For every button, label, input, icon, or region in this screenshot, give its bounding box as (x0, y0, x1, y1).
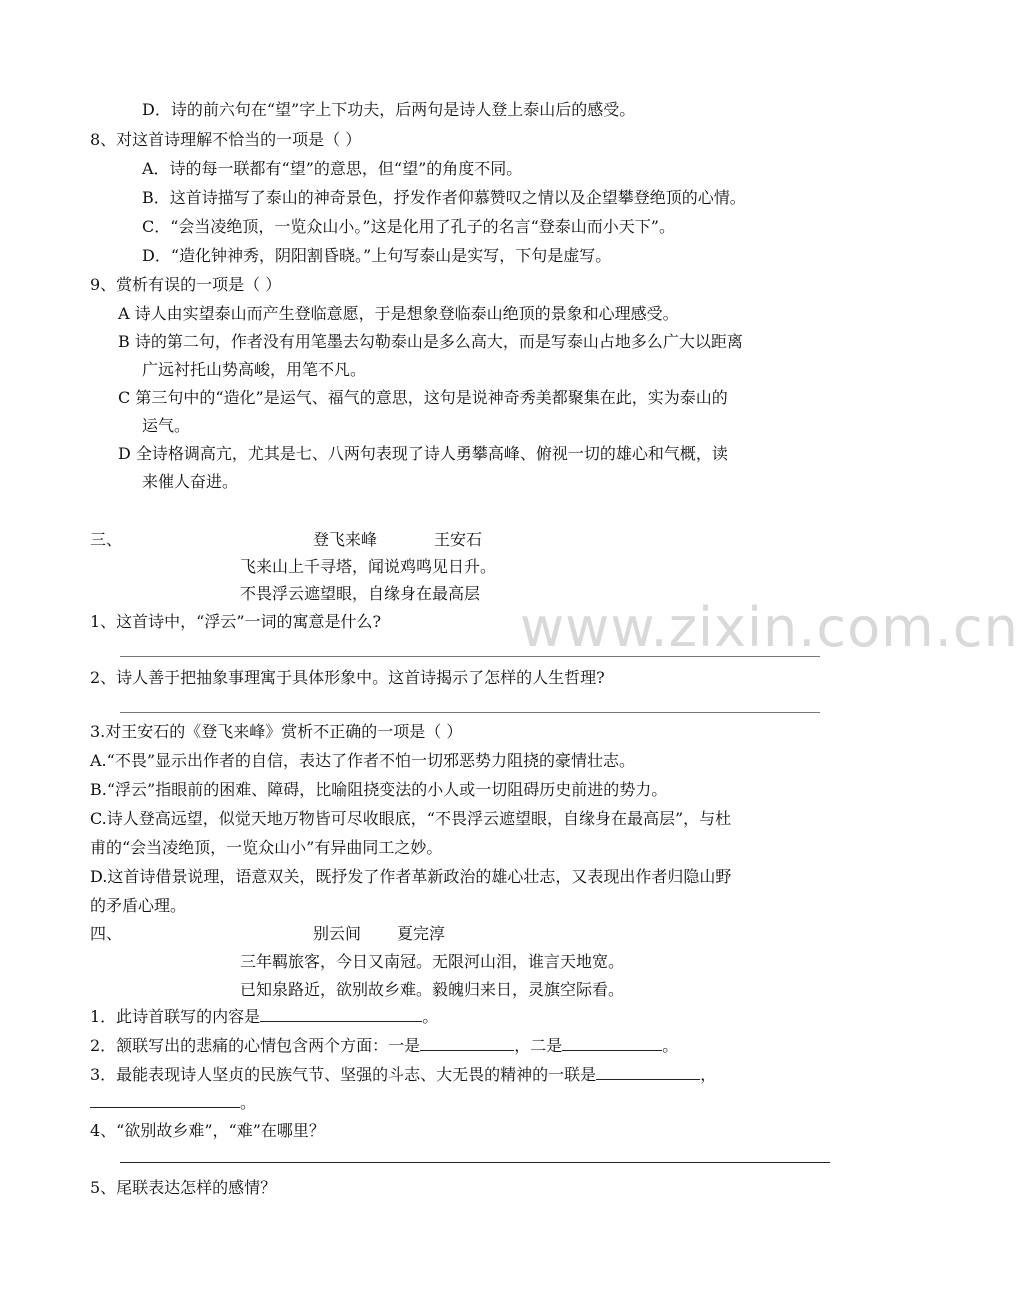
section4-title: 别云间 (313, 924, 362, 943)
q9-option-d-line1: D 全诗格调高亢，尤其是七、八两句表现了诗人勇攀高峰、俯视一切的雄心和气概，读 (118, 444, 728, 463)
section4-q1-end: 。 (422, 1007, 439, 1026)
section4-q3-text: 3．最能表现诗人坚贞的民族气节、坚强的斗志、大无畏的精神的一联是 (90, 1065, 597, 1084)
section3-q3-option-d-line2: 的矛盾心理。 (90, 896, 187, 915)
section4-q3 (90, 1065, 716, 1085)
section4-q2-end: 。 (662, 1036, 679, 1055)
q8-option-a: A．诗的每一联都有“望”的意思，但“望”的角度不同。 (142, 159, 523, 178)
fill-blank[interactable] (420, 1036, 514, 1051)
section4-author: 夏完淳 (397, 924, 446, 943)
q8-stem: 8、对这首诗理解不恰当的一项是（ ） (90, 130, 362, 149)
q9-option-c-line1: C 第三句中的“造化”是运气、福气的意思，这句是说神奇秀美都聚集在此，实为泰山的 (118, 388, 728, 407)
fill-blank[interactable] (562, 1036, 662, 1051)
section4-number: 四、 (90, 924, 123, 943)
q9-option-d-line2: 来催人奋进。 (142, 472, 239, 491)
section4-q3-cont (90, 1093, 256, 1113)
fill-blank[interactable] (596, 1065, 700, 1080)
section3-poem-line2: 不畏浮云遮望眼，自缘身在最高层 (240, 584, 481, 603)
section4-q1 (90, 1007, 438, 1027)
section3-q3-stem: 3.对王安石的《登飞来峰》赏析不正确的一项是（ ） (90, 722, 463, 741)
section4-q4: 4、“欲别故乡难”，“难”在哪里？ (90, 1121, 325, 1140)
q9-stem: 9、赏析有误的一项是（ ） (90, 275, 282, 294)
section3-author: 王安石 (434, 530, 483, 549)
section4-q2 (90, 1036, 678, 1056)
section4-q5: 5、尾联表达怎样的感情？ (90, 1178, 277, 1197)
section3-number: 三、 (90, 530, 123, 549)
q9-option-b-line1: B 诗的第二句，作者没有用笔墨去勾勒泰山是多么高大，而是写泰山占地多么广大以距离 (118, 332, 743, 351)
watermark: www.zixin.com.cn (520, 596, 1019, 659)
section4-q1-text: 1．此诗首联写的内容是 (90, 1007, 261, 1026)
section3-q3-option-c-line1: C.诗人登高远望，似觉天地万物皆可尽收眼底，“不畏浮云遮望眼，自缘身在最高层”，与杜 (90, 809, 732, 828)
section4-q2-text: 2．颔联写出的悲痛的心情包含两个方面：一是 (90, 1036, 421, 1055)
q9-option-a: A 诗人由实望泰山而产生登临意愿，于是想象登临泰山绝顶的景象和心理感受。 (118, 304, 679, 323)
section3-title: 登飞来峰 (313, 530, 378, 549)
section3-q3-option-b: B.“浮云”指眼前的困难、障碍，比喻阻挠变法的小人或一切阻碍历史前进的势力。 (90, 780, 668, 799)
q9-option-c-line2: 运气。 (142, 416, 191, 435)
section3-q3-option-a: A.“不畏”显示出作者的自信，表达了作者不怕一切邪恶势力阻挠的豪情壮志。 (90, 751, 636, 770)
section4-poem-line2: 已知泉路近，欲别故乡难。毅魄归来日，灵旗空际看。 (240, 980, 625, 999)
q8-option-b: B．这首诗描写了泰山的神奇景色，抒发作者仰慕赞叹之情以及企望攀登绝顶的心情。 (142, 188, 746, 207)
q7-option-d: D．诗的前六句在“望”字上下功夫，后两句是诗人登上泰山后的感受。 (142, 100, 636, 119)
section3-poem-line1: 飞来山上千寻塔，闻说鸡鸣见日升。 (240, 557, 497, 576)
section4-q3-mid: ， (700, 1065, 717, 1084)
section3-q3-option-d-line1: D.这首诗借景说理，语意双关，既抒发了作者革新政治的雄心壮志，又表现出作者归隐山野 (90, 867, 732, 886)
section3-q1: 1、这首诗中，“浮云”一词的寓意是什么? (90, 612, 382, 631)
section4-poem-line1: 三年羁旅客，今日又南冠。无限河山泪，谁言天地宽。 (240, 952, 625, 971)
q8-option-c: C．“会当凌绝顶，一览众山小。”这是化用了孔子的名言“登泰山而小天下”。 (142, 217, 675, 236)
q8-option-d: D．“造化钟神秀，阴阳割昏晓。”上句写泰山是实写，下句是虚写。 (142, 246, 612, 265)
answer-line (120, 1162, 830, 1163)
section4-q3-end: 。 (240, 1093, 257, 1112)
fill-blank[interactable] (90, 1093, 240, 1108)
section4-q2-mid: ，二是 (514, 1036, 563, 1055)
fill-blank[interactable] (260, 1007, 422, 1022)
section3-q3-option-c-line2: 甫的“会当凌绝顶，一览众山小”有异曲同工之妙。 (90, 838, 443, 857)
answer-line (120, 712, 820, 713)
q9-option-b-line2: 广远衬托山势高峻，用笔不凡。 (142, 360, 367, 379)
answer-line (120, 656, 820, 657)
section3-q2: 2、诗人善于把抽象事理寓于具体形象中。这首诗揭示了怎样的人生哲理? (90, 668, 605, 687)
